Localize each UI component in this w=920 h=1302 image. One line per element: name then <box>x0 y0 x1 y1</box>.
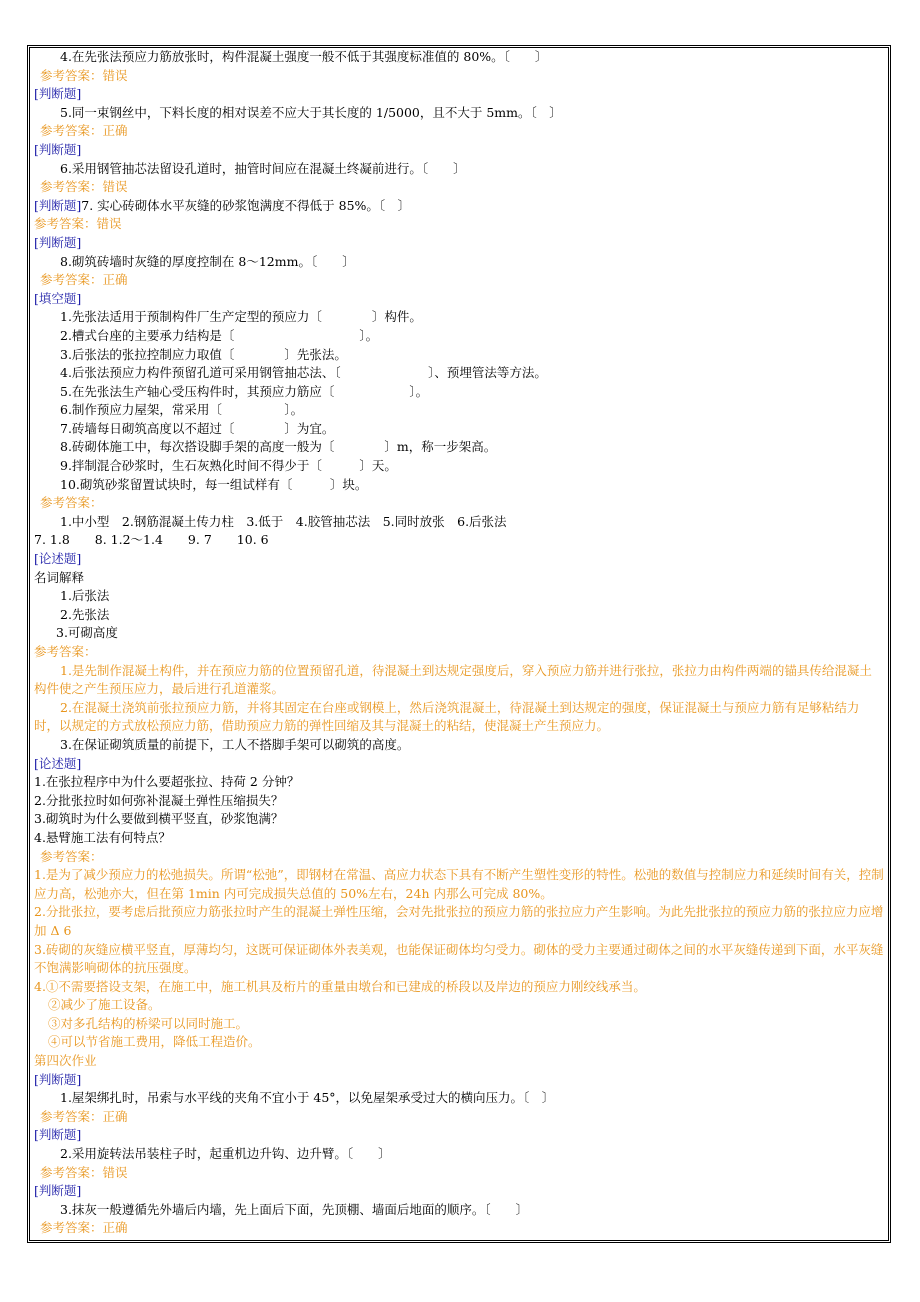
question-type-tag: [论述题] <box>34 755 82 771</box>
fill-item: 1.先张法适用于预制构件厂生产定型的预应力〔 〕构件。 <box>60 309 422 325</box>
fill-item: 2.槽式台座的主要承力结构是〔 〕。 <box>60 327 379 343</box>
question-text: 3.抹灰一般遵循先外墙后内墙，先上面后下面，先顶棚、墙面后地面的顺序。〔 〕 <box>60 1201 529 1217</box>
essay-answer: ②减少了施工设备。 <box>48 997 161 1013</box>
essay-answer: 1.是为了减少预应力的松弛损失。所谓“松弛”，即钢材在常温、高应力状态下具有不断产生塑性变形的特性。松弛的数值与控制应力和延续时间有关，控制应力高，松弛亦大，但在第 1min 内可完成损失总值的 50%左右，24h 内那么可完成 80%。 <box>34 867 884 901</box>
fill-item: 6.制作预应力屋架，常采用〔 〕。 <box>60 402 304 418</box>
answer-text: 参考答案：错误 <box>34 216 122 232</box>
answer-label: 参考答案： <box>40 848 103 864</box>
fill-item: 10.砌筑砂浆留置试块时，每一组试样有〔 〕块。 <box>60 476 368 492</box>
fill-answer-line: 7. 1.8 8. 1.2～1.4 9. 7 10. 6 <box>34 532 269 548</box>
question-type-tag: [判断题] <box>34 1127 82 1143</box>
question-text: 2.采用旋转法吊装柱子时，起重机边升钩、边升臂。〔 〕 <box>60 1146 391 1162</box>
fill-item: 8.砖砌体施工中，每次搭设脚手架的高度一般为〔 〕m，称一步架高。 <box>60 439 497 455</box>
essay-item: 1.在张拉程序中为什么要超张拉、持荷 2 分钟？ <box>34 774 300 790</box>
essay-answer: 2.在混凝土浇筑前张拉预应力筋，并将其固定在台座或钢模上，然后浇筑混凝土，待混凝土到达规定的强度，保证混凝土与预应力筋有足够粘结力时，以规定的方式放松预应力筋，借助预应力筋的弹性回缩及其与混凝土的粘结，使混凝土产生预应力。 <box>34 699 860 734</box>
answer-text: 参考答案：正确 <box>40 1108 128 1124</box>
question-type-tag: [填空题] <box>34 290 82 306</box>
answer-text: 参考答案：正确 <box>40 272 128 288</box>
question-type-tag: [判断题] <box>34 1071 82 1087</box>
question-row <box>34 197 884 216</box>
essay-item: 3.可砌高度 <box>56 625 118 641</box>
question-text: 1.屋架绑扎时，吊索与水平线的夹角不宜小于 45°，以免屋架承受过大的横向压力。〔 〕 <box>60 1090 555 1106</box>
question-type-tag: [论述题] <box>34 551 82 567</box>
question-type-tag: [判断题] <box>34 197 82 213</box>
answer-text: 参考答案：正确 <box>40 1220 128 1236</box>
question-text: 6.采用钢管抽芯法留设孔道时，抽管时间应在混凝土终凝前进行。〔 〕 <box>60 160 466 176</box>
fill-item: 4.后张法预应力构件预留孔道可采用钢管抽芯法、〔 〕、预埋管法等方法。 <box>60 365 547 381</box>
answer-text: 参考答案：错误 <box>40 1164 128 1180</box>
essay-answer: 1.是先制作混凝土构件，并在预应力筋的位置预留孔道，待混凝土到达规定强度后，穿入预应力筋并进行张拉，张拉力由构件两端的锚具传给混凝土构件使之产生预压应力，最后进行孔道灌浆。 <box>34 662 872 697</box>
essay-item: 1.后张法 <box>60 588 110 604</box>
essay-answer: ④可以节省施工费用，降低工程造价。 <box>48 1034 261 1050</box>
question-text: 5.同一束钢丝中，下料长度的相对误差不应大于其长度的 1/5000，且不大于 5mm。〔 〕 <box>60 104 562 120</box>
question-text: 4.在先张法预应力筋放张时，构件混凝土强度一般不低于其强度标准值的 80%。〔 〕 <box>60 49 548 64</box>
question-text: 7. 实心砖砌体水平灰缝的砂浆饱满度不得低于 85%。〔 〕 <box>81 197 411 213</box>
essay-item: 4.悬臂施工法有何特点？ <box>34 829 171 845</box>
question-type-tag: [判断题] <box>34 86 82 102</box>
essay-answer: 3.砖砌的灰缝应横平竖直，厚薄均匀，这既可保证砌体外表美观，也能保证砌体均匀受力。砌体的受力主要通过砌体之间的水平灰缝传递到下面，水平灰缝不饱满影响砌体的抗压强度。 <box>34 941 884 976</box>
fill-item: 7.砖墙每日砌筑高度以不超过〔 〕为宜。 <box>60 420 335 436</box>
question-text: 8.砌筑砖墙时灰缝的厚度控制在 8～12mm。〔 〕 <box>60 253 355 269</box>
fill-answer-line: 1.中小型 2.钢筋混凝土传力柱 3.低于 4.胶管抽芯法 5.同时放张 6.后张法 <box>60 513 507 529</box>
essay-item: 2.分批张拉时如何弥补混凝土弹性压缩损失？ <box>34 792 284 808</box>
fill-item: 5.在先张法生产轴心受压构件时，其预应力筋应〔 〕。 <box>60 383 429 399</box>
answer-label: 参考答案： <box>40 495 103 511</box>
fill-item: 9.拌制混合砂浆时，生石灰熟化时间不得少于〔 〕天。 <box>60 458 397 474</box>
question-type-tag: [判断题] <box>34 234 82 250</box>
answer-text: 参考答案：错误 <box>40 67 128 83</box>
essay-answer: 4.①不需要搭设支架，在施工中，施工机具及桁片的重量由墩台和已建成的桥段以及岸边的预应力刚绞线承当。 <box>34 978 646 994</box>
essay-answer: ③对多孔结构的桥梁可以同时施工。 <box>48 1015 249 1031</box>
answer-text: 参考答案：正确 <box>40 123 128 139</box>
question-type-tag: [判断题] <box>34 1183 82 1199</box>
essay-item: 3.砌筑时为什么要做到横平竖直，砂浆饱满？ <box>34 811 284 827</box>
question-type-tag: [判断题] <box>34 141 82 157</box>
document-body <box>34 48 884 1238</box>
answer-text: 参考答案：错误 <box>40 179 128 195</box>
essay-title: 名词解释 <box>34 569 85 585</box>
essay-answer: 2.分批张拉，要考虑后批预应力筋张拉时产生的混凝土弹性压缩，会对先批张拉的预应力筋的张拉应力产生影响。为此先批张拉的预应力筋的张拉应力应增加 Δ 6 <box>34 904 884 938</box>
essay-answer: 3.在保证砌筑质量的前提下，工人不搭脚手架可以砌筑的高度。 <box>60 736 410 752</box>
essay-item: 2.先张法 <box>60 606 110 622</box>
answer-label: 参考答案： <box>34 644 97 659</box>
fill-item: 3.后张法的张拉控制应力取值〔 〕先张法。 <box>60 346 347 362</box>
homework-heading: 第四次作业 <box>34 1053 97 1069</box>
